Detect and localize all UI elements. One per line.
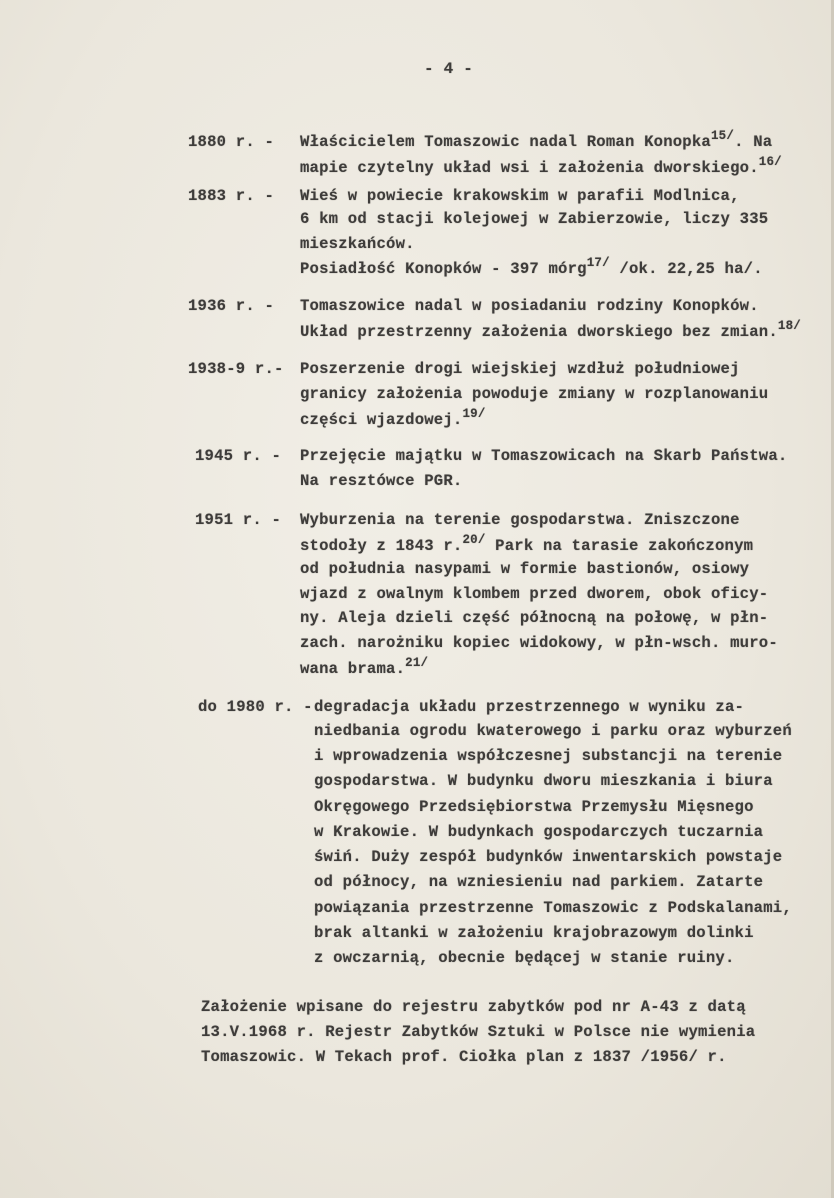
entry-1980-line-1: degradacja układu przestrzennego w wyniku za- (314, 698, 745, 716)
entry-1951-line-2: stodoły z 1843 r.$^{20/}$ Park na tarasie zakończonym (300, 533, 754, 555)
entry-1980-line-4: gospodarstwa. W budynku dworu mieszkania i biura (314, 772, 773, 790)
footnote-ref: 18/ (777, 319, 801, 333)
footnote-ref: 15/ (710, 129, 735, 143)
entry-1980-line-7: świń. Duży zespół budynków inwentarskich powstaje (314, 848, 783, 866)
entry-1980-line-9: powiązania przestrzenne Tomaszowic z Podskalanami, (314, 899, 792, 917)
entry-1980-line-6: w Krakowie. W budynkach gospodarczych tuczarnia (314, 823, 764, 841)
entry-1980-date: do 1980 r. - (198, 698, 313, 716)
entry-1938-line-3: części wjazdowej.$^{19/}$ (300, 407, 486, 429)
entry-1980-line-11: z owczarnią, obecnie będącej w stanie ruiny. (314, 949, 735, 967)
footnote-ref: 20/ (462, 533, 486, 547)
entry-1945-date: 1945 r. - (195, 447, 282, 465)
closing-line-2: 13.V.1968 r. Rejestr Zabytków Sztuki w Polsce nie wymienia (201, 1023, 756, 1041)
entry-1951-line-3: od południa nasypami w formie bastionów, osiowy (300, 560, 750, 578)
entry-1883-line-1: Wieś w powiecie krakowskim w parafii Modlnica, (300, 187, 740, 205)
entry-1951-date: 1951 r. - (195, 511, 282, 529)
entry-1936-line-2: Układ przestrzenny założenia dworskiego bez zmian.$^{18/}$ (300, 319, 801, 341)
entry-1883-date: 1883 r. - (188, 187, 275, 205)
entry-1936-line-1: Tomaszowice nadal w posiadaniu rodziny Konopków. (300, 297, 759, 315)
entry-1945-line-1: Przejęcie majątku w Tomaszowicach na Skarb Państwa. (300, 447, 788, 465)
entry-1945-line-2: Na resztówce PGR. (300, 472, 463, 490)
entry-1951-line-6: zach. narożniku kopiec widokowy, w płn-wsch. muro- (300, 634, 778, 652)
footnote-ref: 16/ (758, 155, 782, 169)
entry-1980-line-5: Okręgowego Przedsiębiorstwa Przemysłu Mięsnego (314, 798, 754, 816)
footnote-ref: 21/ (405, 656, 429, 670)
entry-1951-line-7: wana brama.$^{21/}$ (300, 656, 429, 678)
entry-1980-line-10: brak altanki w założeniu krajobrazowym dolinki (314, 924, 754, 942)
entry-1880-line-1: Właścicielem Tomaszowic nadal Roman Konopka$^{15/}$. Na (300, 129, 773, 151)
entry-1880-line-2: mapie czytelny układ wsi i założenia dworskiego.$^{16/}$ (300, 155, 782, 177)
entry-1883-line-2: 6 km od stacji kolejowej w Zabierzowie, liczy 335 (300, 210, 769, 228)
entry-1938-line-2: granicy założenia powoduje zmiany w rozplanowaniu (300, 385, 769, 403)
entry-1980-line-8: od północy, na wzniesieniu nad parkiem. Zatarte (314, 873, 764, 891)
entry-1951-line-5: ny. Aleja dzieli część północną na połowę, w płn- (300, 609, 769, 627)
footnote-ref: 17/ (586, 256, 610, 270)
entry-1880-date: 1880 r. - (188, 133, 275, 151)
closing-line-1: Założenie wpisane do rejestru zabytków pod nr A-43 z datą (201, 998, 746, 1016)
entry-1938-date: 1938-9 r.- (188, 360, 284, 378)
entry-1883-line-4: Posiadłość Konopków - 397 mórg$^{17/}$ /ok. 22,25 ha/. (300, 256, 763, 278)
closing-line-3: Tomaszowic. W Tekach prof. Ciołka plan z 1837 /1956/ r. (201, 1048, 727, 1066)
footnote-ref: 19/ (462, 407, 486, 421)
entry-1951-line-4: wjazd z owalnym klombem przed dworem, obok oficy- (300, 585, 769, 603)
entry-1951-line-1: Wyburzenia na terenie gospodarstwa. Zniszczone (300, 511, 740, 529)
entry-1938-line-1: Poszerzenie drogi wiejskiej wzdłuż południowej (300, 360, 740, 378)
entry-1980-line-2: niedbania ogrodu kwaterowego i parku oraz wyburzeń (314, 722, 792, 740)
page-number: - 4 - (424, 60, 474, 78)
entry-1980-line-3: i wprowadzenia współczesnej substancji na terenie (314, 747, 783, 765)
entry-1883-line-3: mieszkańców. (300, 235, 415, 253)
entry-1936-date: 1936 r. - (188, 297, 275, 315)
